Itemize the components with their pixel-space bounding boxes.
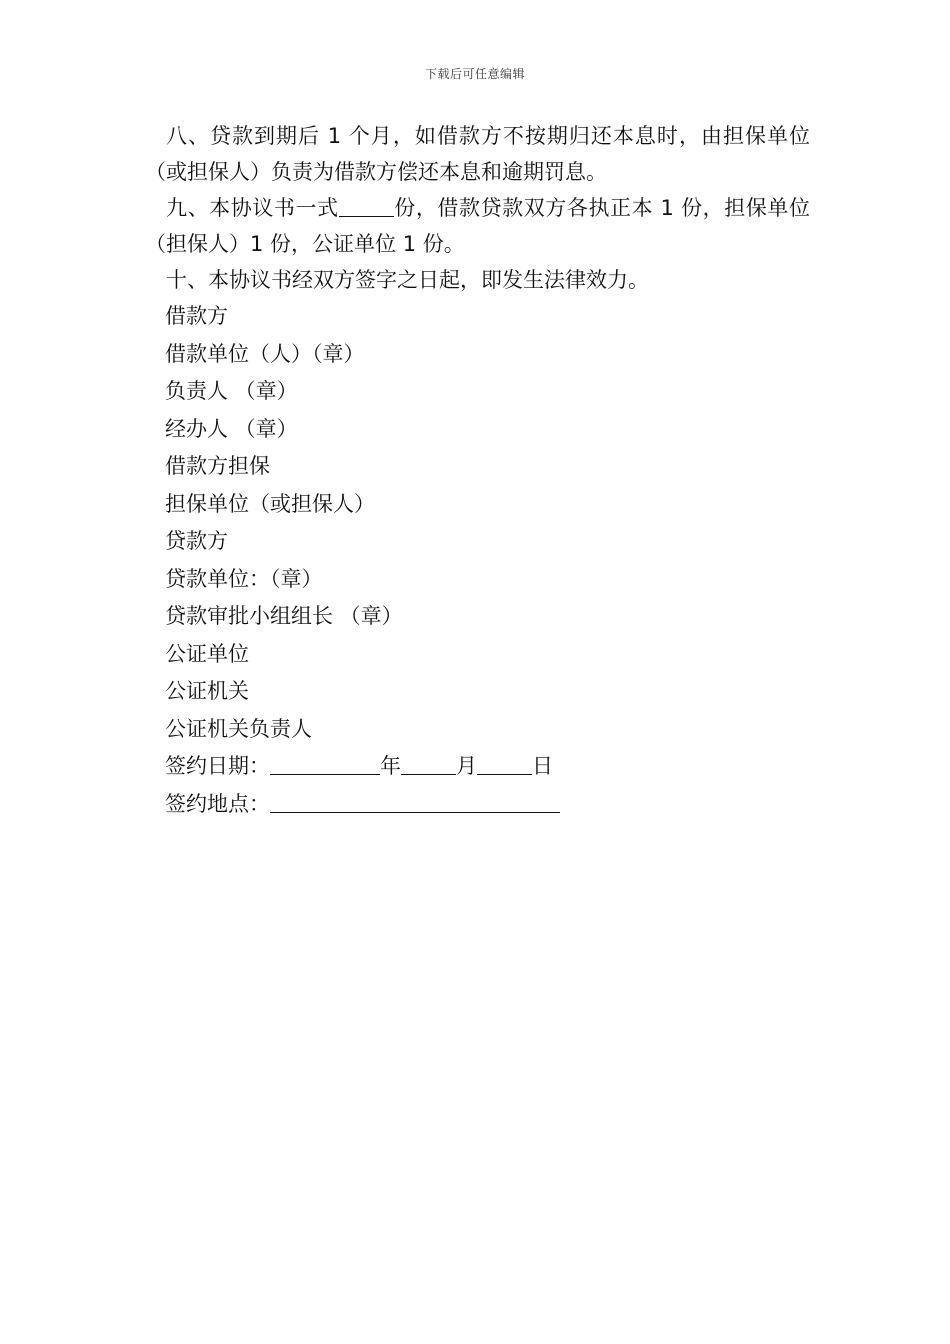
clause-nine: [145, 190, 810, 262]
clause-nine-after: 份，借款贷款双方各执正本 1 份，担保单位（担保人）1 份，公证单位 1 份。: [145, 196, 810, 256]
month-label: 月: [456, 754, 477, 778]
responsible-person-line: 负责人 （章）: [165, 379, 298, 403]
borrower-unit-line: 借款单位（人）（章）: [165, 341, 365, 366]
day-blank: [477, 754, 532, 775]
year-blank: [270, 754, 380, 775]
year-label: 年: [380, 754, 401, 778]
clause-ten: 十、本协议书经双方签字之日起，即发生法律效力。: [166, 268, 649, 292]
notary-unit-line: 公证单位: [165, 641, 249, 666]
guarantor-unit-line: 担保单位（或担保人）: [165, 491, 375, 516]
signing-place-label: 签约地点：: [165, 791, 270, 816]
clause-nine-before: 九、本协议书一式: [166, 196, 339, 220]
approval-leader-line: 贷款审批小组组长 （章）: [165, 604, 403, 628]
page-header: 下载后可任意编辑: [424, 67, 525, 81]
handler-line: 经办人 （章）: [165, 416, 298, 441]
month-blank: [401, 754, 456, 775]
notary-office-head-line: 公证机关负责人: [165, 716, 312, 741]
lender-unit-line: 贷款单位：（章）: [165, 566, 323, 591]
clause-eight: 八、贷款到期后 1 个月，如借款方不按期归还本息时，由担保单位（或担保人）负责为借款方偿还本息和逾期罚息。: [145, 124, 810, 184]
document-body: [145, 118, 810, 823]
borrower-heading: 借款方: [165, 304, 228, 328]
borrower-guarantee-heading: 借款方担保: [165, 454, 270, 478]
signing-date-label: 签约日期：: [165, 754, 270, 778]
notary-office-line: 公证机关: [165, 679, 249, 703]
day-label: 日: [532, 754, 553, 778]
copies-blank: [339, 196, 394, 217]
signing-date-line: [145, 748, 810, 786]
lender-heading: 贷款方: [165, 529, 228, 553]
signing-place-line: [145, 786, 810, 824]
place-blank: [270, 792, 560, 813]
